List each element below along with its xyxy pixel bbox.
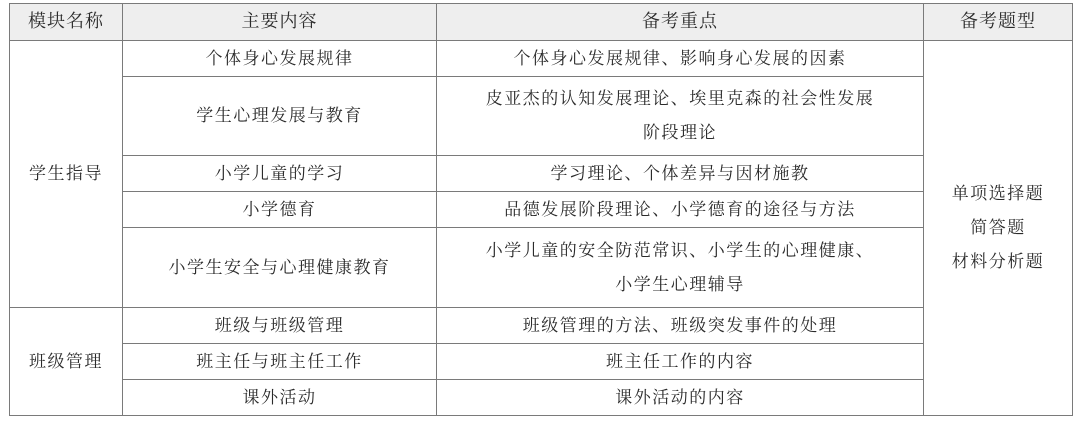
focus-cell: 个体身心发展规律、影响身心发展的因素	[437, 41, 924, 77]
focus-cell: 班级管理的方法、班级突发事件的处理	[437, 308, 924, 344]
content-cell: 学生心理发展与教育	[123, 77, 437, 156]
focus-line: 皮亚杰的认知发展理论、埃里克森的社会性发展	[485, 89, 875, 109]
content-cell: 班主任与班主任工作	[123, 344, 437, 380]
focus-line: 阶段理论	[643, 123, 717, 143]
header-focus: 备考重点	[437, 4, 924, 41]
focus-line: 小学儿童的安全防范常识、小学生的心理健康、	[485, 240, 875, 261]
table-row	[10, 380, 1073, 416]
focus-cell: 品德发展阶段理论、小学德育的途径与方法	[437, 192, 924, 228]
focus-cell: 班主任工作的内容	[437, 344, 924, 380]
focus-line: 小学生心理辅导	[615, 274, 745, 295]
content-cell: 课外活动	[123, 380, 437, 416]
exam-outline-table	[9, 3, 1073, 416]
focus-cell	[437, 77, 924, 156]
focus-cell: 学习理论、个体差异与因材施教	[437, 156, 924, 192]
content-cell: 个体身心发展规律	[123, 41, 437, 77]
question-type-item: 材料分析题	[951, 252, 1045, 272]
content-cell: 班级与班级管理	[123, 308, 437, 344]
table-row	[10, 228, 1073, 308]
module-class-management: 班级管理	[10, 308, 123, 416]
question-types-cell	[924, 41, 1073, 416]
module-student-guidance: 学生指导	[10, 41, 123, 308]
focus-cell: 课外活动的内容	[437, 380, 924, 416]
table-row	[10, 77, 1073, 156]
focus-cell	[437, 228, 924, 308]
question-type-item: 简答题	[970, 218, 1026, 238]
table-row	[10, 344, 1073, 380]
table-row	[10, 308, 1073, 344]
header-row	[10, 4, 1073, 41]
table-row	[10, 192, 1073, 228]
content-cell: 小学儿童的学习	[123, 156, 437, 192]
table-row	[10, 41, 1073, 77]
header-content: 主要内容	[123, 4, 437, 41]
header-module: 模块名称	[10, 4, 123, 41]
header-question-type: 备考题型	[924, 4, 1073, 41]
content-cell: 小学生安全与心理健康教育	[123, 228, 437, 308]
table-row	[10, 156, 1073, 192]
question-type-item: 单项选择题	[951, 184, 1045, 204]
content-cell: 小学德育	[123, 192, 437, 228]
